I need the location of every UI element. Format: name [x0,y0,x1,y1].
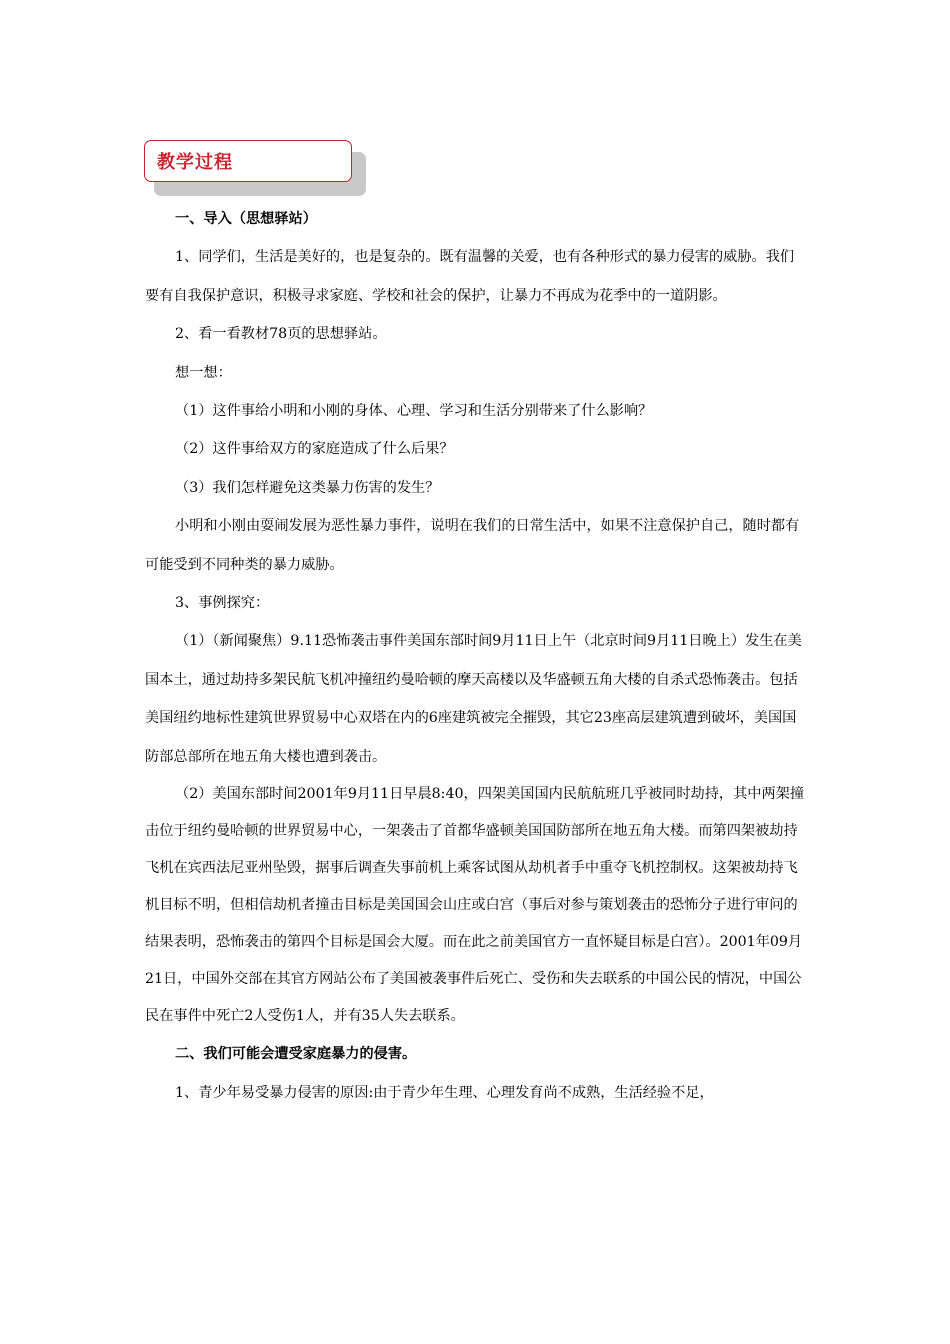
paragraph: 1、同学们，生活是美好的，也是复杂的。既有温馨的关爱，也有各种形式的暴力侵害的威胁。我们要有自我保护意识，积极寻求家庭、学校和社会的保护，让暴力不再成为花季中的一道阴影。 [145,249,795,304]
paragraph: 1、青少年易受暴力侵害的原因:由于青少年生理、心理发育尚不成熟，生活经验不足， [175,1084,714,1101]
heading-intro: 一、导入（思想驿站） [175,211,317,227]
question-item: （3）我们怎样避免这类暴力伤害的发生？ [175,479,440,496]
section-header-box [144,140,352,182]
section-header-title: 教学过程 [157,152,233,173]
paragraph: （1）（新闻聚焦）9.11恐怖袭击事件美国东部时间9月11日上午（北京时间9月11日晚上）发生在美国本土，通过劫持多架民航飞机冲撞纽约曼哈顿的摩天高楼以及华盛顿五角大楼的自杀式恐怖袭击。包括美国纽约地标性建筑世界贸易中心双塔在内的6座建筑被完全摧毁，其它23座高层建筑遭到破坏，美国国防部总部所在地五角大楼也遭到袭击。 [145,633,802,765]
paragraph: 想一想： [175,364,232,381]
paragraph: 小明和小刚由耍闹发展为恶性暴力事件，说明在我们的日常生活中，如果不注意保护自己，随时都有可能受到不同种类的暴力威胁。 [145,518,800,573]
paragraph: （2）美国东部时间2001年9月11日早晨8:40，四架美国国内民航航班几乎被同时劫持，其中两架撞击位于纽约曼哈顿的世界贸易中心，一架袭击了首都华盛顿美国国防部所在地五角大楼。而第四架被劫持飞机在宾西法尼亚州坠毁，据事后调查失事前机上乘客试图从劫机者手中重夺飞机控制权。这架被劫持飞机目标不明，但相信劫机者撞击目标是美国国会山庄或白宫（事后对参与策划袭击的恐怖分子进行审问的结果表明，恐怖袭击的第四个目标是国会大厦。而在此之前美国官方一直怀疑目标是白宫）。2001年09月21日，中国外交部在其官方网站公布了美国被袭事件后死亡、受伤和失去联系的中国公民的情况，中国公民在事件中死亡2人受伤1人，并有35人失去联系。 [145,786,805,1025]
paragraph: 3、事例探究： [175,595,270,612]
document-body [145,200,805,1112]
heading-family-violence: 二、我们可能会遭受家庭暴力的侵害。 [175,1046,417,1063]
question-item: （2）这件事给双方的家庭造成了什么后果？ [175,441,454,458]
paragraph: 2、看一看教材78页的思想驿站。 [175,326,387,343]
question-item: （1）这件事给小明和小刚的身体、心理、学习和生活分别带来了什么影响？ [175,403,653,420]
